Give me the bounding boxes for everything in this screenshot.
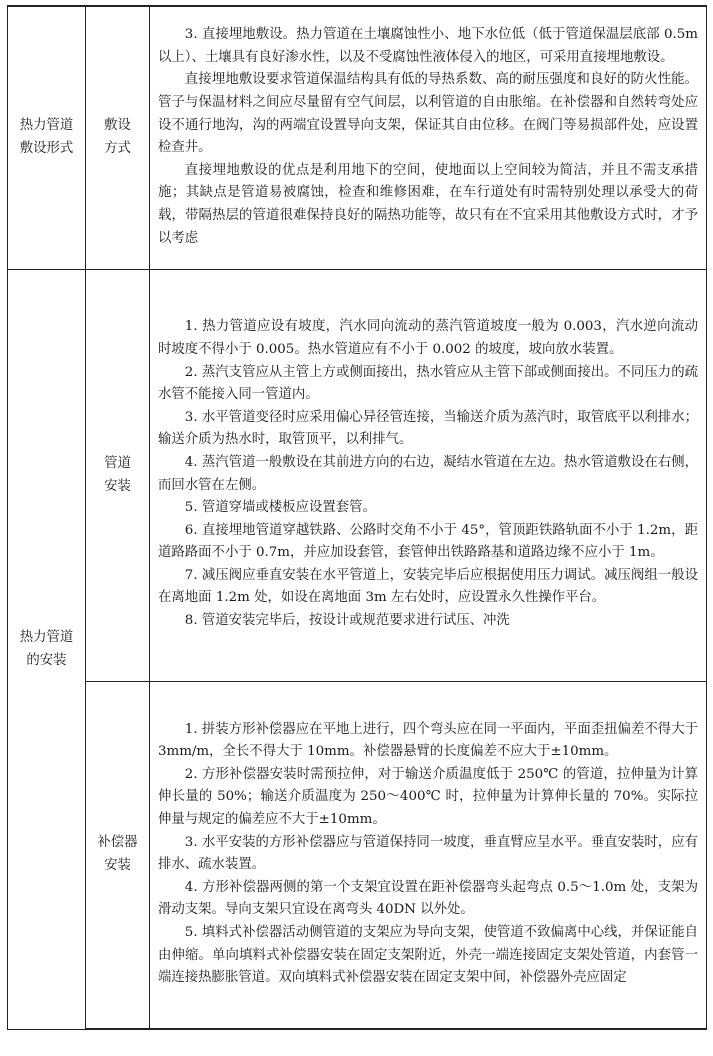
spec-table — [7, 5, 707, 1030]
subcategory-label: 敷设 方式 — [104, 118, 131, 157]
paragraph: 7. 减压阀应垂直安装在水平管道上，安装完毕后应根据使用压力调试。减压阀组一般设在离地面 1.2m 处，如设在离地面 3m 左右处时，应设置永久性操作平台。 — [158, 567, 698, 606]
paragraph: 4. 蒸汽管道一般敷设在其前进方向的右边，凝结水管道在左边。热水管道敷设在右侧，而回水管在左侧。 — [158, 454, 698, 493]
category-label: 热力管道 敷设形式 — [19, 118, 74, 157]
table-row — [8, 681, 707, 1029]
subcategory-label: 补偿器 安装 — [97, 835, 138, 874]
subcategory-cell — [86, 6, 150, 269]
paragraph: 4. 方形补偿器两侧的第一个支架宜设置在距补偿器弯头起弯点 0.5～1.0m 处，支架为滑动支架。导向支架只宜设在离弯头 40DN 以外处。 — [158, 879, 698, 918]
table-row — [8, 6, 707, 269]
content-cell — [150, 269, 707, 681]
subcategory-cell — [86, 681, 150, 1029]
category-label: 热力管道 的安装 — [19, 629, 74, 668]
paragraph: 直接埋地敷设的优点是利用地下的空间，使地面以上空间较为简洁，并且不需支承措施；其缺点是管道易被腐蚀，检查和维修困难，在车行道处有时需特别处理以承受大的荷载，带隔热层的管道很难保持良好的隔热功能等，故只有在不宜采用其他敷设方式时，才予以考虑 — [158, 162, 698, 246]
content-cell — [150, 681, 707, 1029]
table-row — [8, 269, 707, 681]
subcategory-label: 管道 安装 — [104, 455, 131, 494]
paragraph: 3. 水平安装的方形补偿器应与管道保持同一坡度，垂直臂应呈水平。垂直安装时，应有排水、疏水装置。 — [158, 834, 698, 873]
subcategory-cell — [86, 269, 150, 681]
content-cell — [150, 6, 707, 269]
paragraph: 3. 水平管道变径时应采用偏心异径管连接，当输送介质为蒸汽时，取管底平以利排水；输送介质为热水时，取管顶平，以利排气。 — [158, 409, 698, 448]
paragraph: 6. 直接埋地管道穿越铁路、公路时交角不小于 45°，管顶距铁路轨面不小于 1.2m，距道路路面不小于 0.7m，并应加设套管，套管伸出铁路路基和道路边缘不应小于 1m。 — [158, 522, 698, 561]
category-cell — [8, 269, 86, 1029]
paragraph: 直接埋地敷设要求管道保温结构具有低的导热系数、高的耐压强度和良好的防火性能。管子与保温材料之间应尽量留有空气间层，以利管道的自由胀缩。在补偿器和自然转弯处应设不通行地沟，沟的两端宜设置导向支架，保证其自由位移。在阀门等易损部件处，应设置检查井。 — [158, 72, 698, 156]
paragraph: 3. 直接埋地敷设。热力管道在土壤腐蚀性小、地下水位低（低于管道保温层底部 0.5m 以上）、土壤具有良好渗水性，以及不受腐蚀性液体侵入的地区，可采用直接埋地敷设。 — [158, 27, 698, 65]
category-cell — [8, 6, 86, 269]
paragraph: 1. 拼装方形补偿器应在平地上进行，四个弯头应在同一平面内，平面歪扭偏差不得大于 3mm/m，全长不得大于 10mm。补偿器悬臂的长度偏差不应大于±10mm。 — [158, 721, 698, 760]
paragraph: 8. 管道安装完毕后，按设计或规范要求进行试压、冲洗 — [184, 613, 510, 629]
paragraph: 2. 方形补偿器安装时需预拉伸，对于输送介质温度低于 250℃ 的管道，拉伸量为计算伸长量的 50%；输送介质温度为 250～400℃ 时，拉伸量为计算伸长量的 70%。实际拉伸量与规定的偏差应不大于±10mm。 — [158, 766, 698, 828]
paragraph: 5. 管道穿墙或楼板应设置套管。 — [184, 500, 376, 516]
paragraph: 1. 热力管道应设有坡度，汽水同向流动的蒸汽管道坡度一般为 0.003，汽水逆向流动时坡度不得小于 0.005。热水管道应有不小于 0.002 的坡度，坡向放水装置。 — [158, 319, 698, 357]
paragraph: 5. 填料式补偿器活动侧管道的支架应为导向支架，使管道不致偏离中心线，并保证能自由伸缩。单向填料式补偿器安装在固定支架附近，外壳一端连接固定支架处管道，内套管一端连接热膨胀管道。双向填料式补偿器安装在固定支架中间，补偿器外壳应固定 — [158, 925, 698, 986]
paragraph: 2. 蒸汽支管应从主管上方或侧面接出，热水管应从主管下部或侧面接出。不同压力的疏水管不能接入同一管道内。 — [158, 364, 698, 403]
